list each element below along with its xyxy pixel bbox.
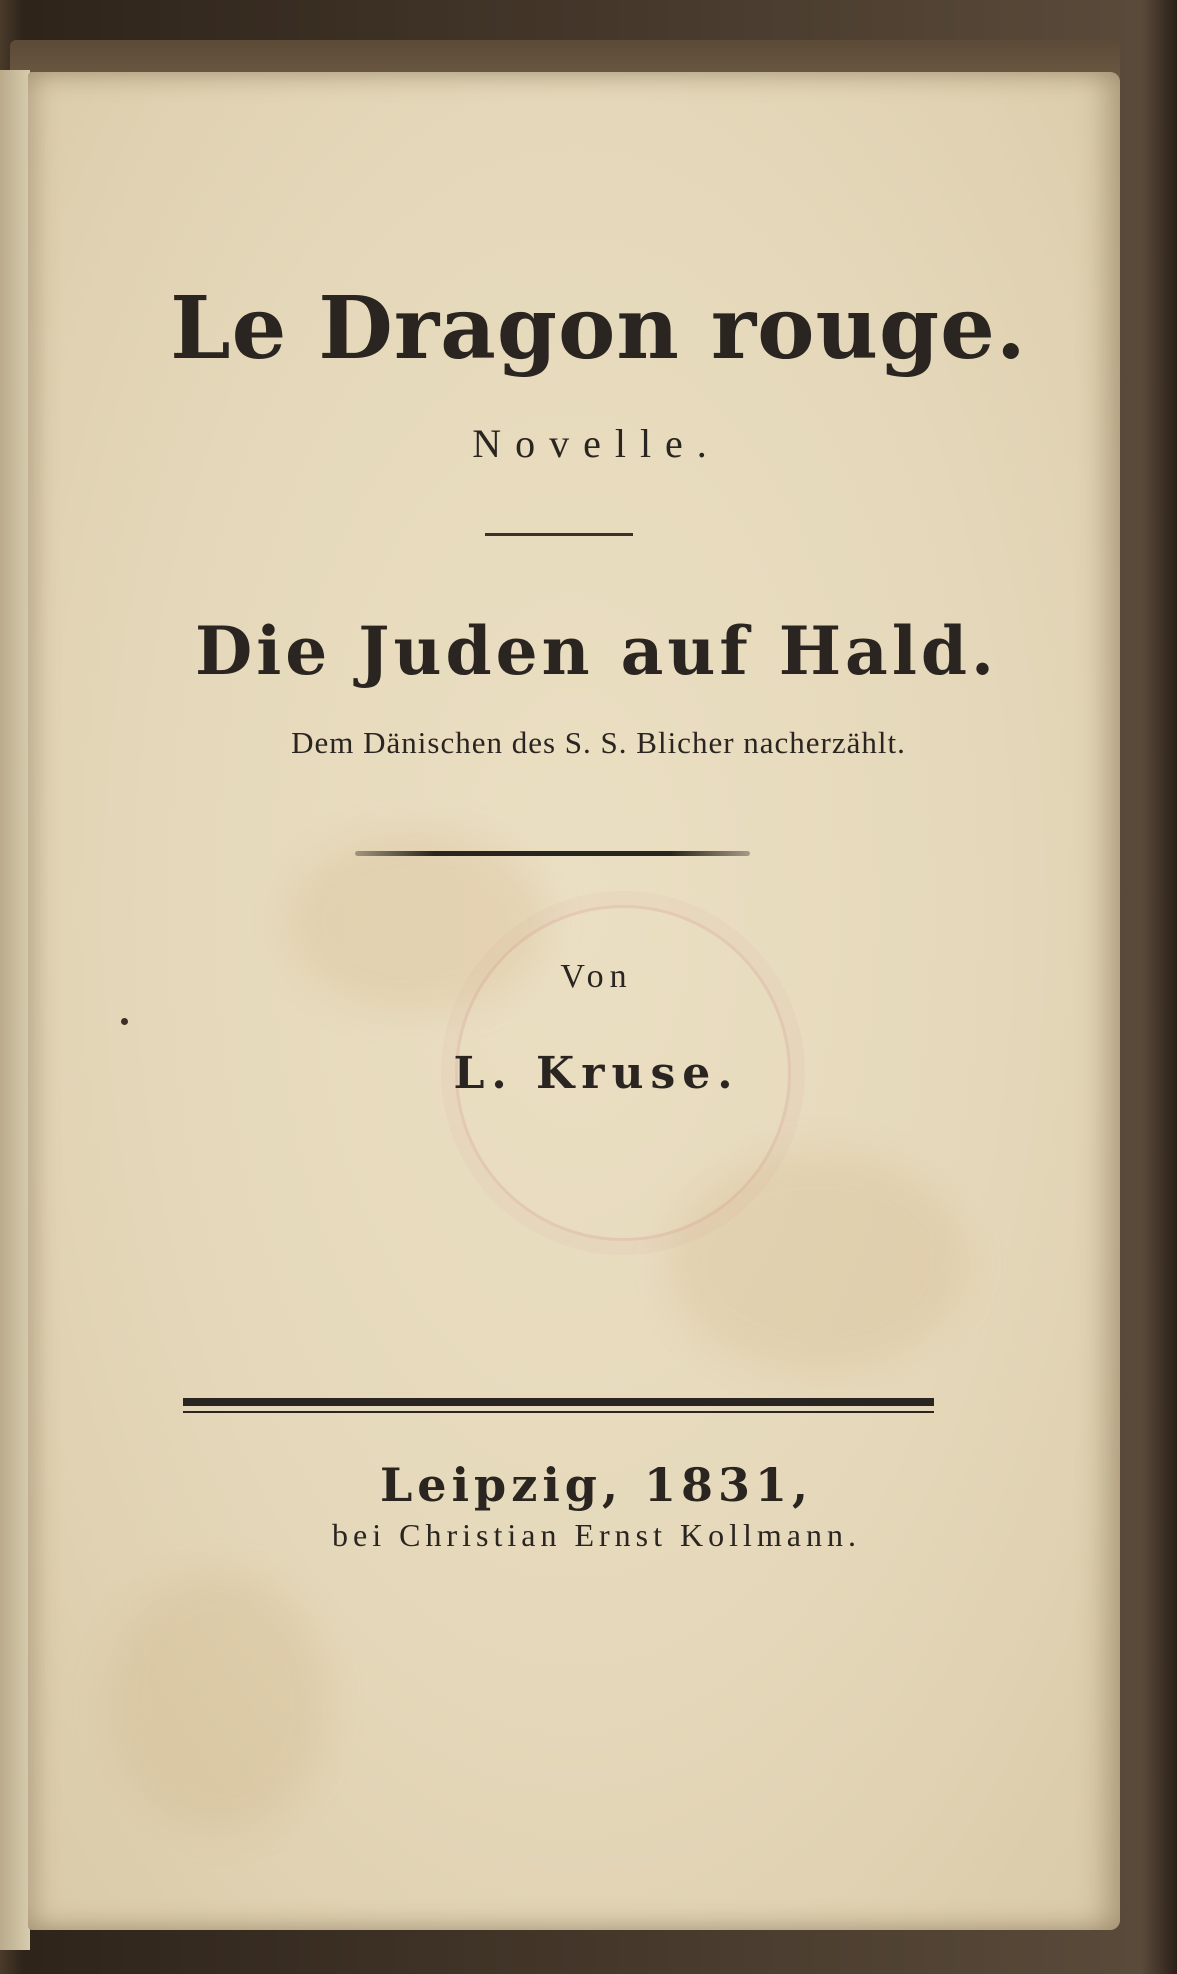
translation-note: Dem Dänischen des S. S. Blicher nacherzählt.: [291, 725, 906, 760]
short-divider: [485, 533, 633, 536]
paper-stain: [108, 1572, 328, 1832]
author-name: L. Kruse.: [453, 1048, 740, 1099]
long-divider: [355, 851, 750, 856]
imprint-place-year: Leipzig, 1831,: [379, 1458, 814, 1512]
imprint-rule-thin: [183, 1411, 934, 1413]
book-title: Le Dragon rouge.: [170, 278, 1027, 379]
imprint-publisher: bei Christian Ernst Kollmann.: [332, 1517, 861, 1553]
second-title: Die Juden auf Hald.: [194, 612, 999, 690]
imprint-rule-thick: [183, 1398, 934, 1406]
ink-speck: [121, 1018, 128, 1025]
genre-subtitle: Novelle.: [472, 421, 721, 466]
byline-prefix: Von: [560, 958, 633, 995]
